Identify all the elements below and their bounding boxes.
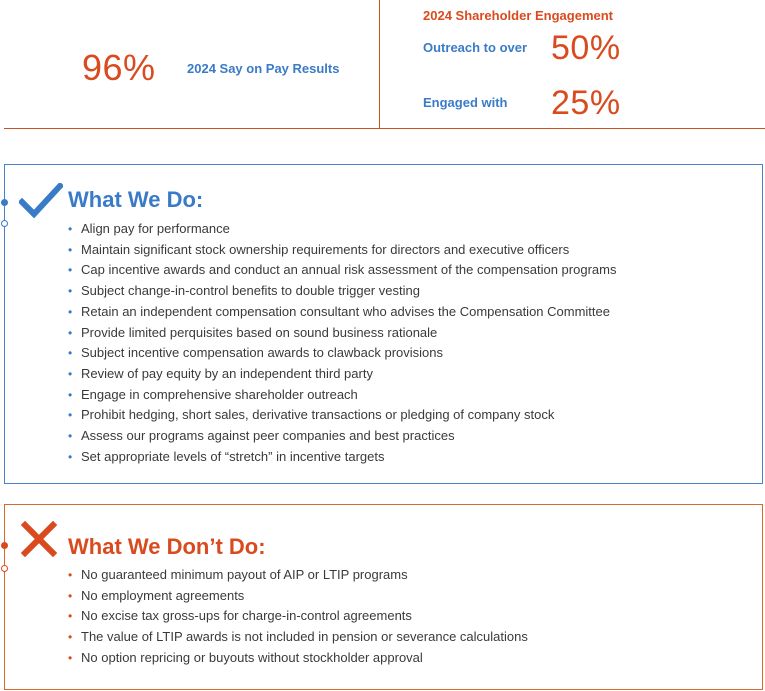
bullet: • <box>68 449 73 464</box>
marker-ring <box>1 565 8 572</box>
bullet: • <box>68 408 73 423</box>
bullet: • <box>68 609 73 624</box>
what-we-do-box <box>4 164 763 484</box>
what-we-do-list <box>67 219 616 467</box>
bullet: • <box>68 429 73 444</box>
list-item: • Provide limited perquisites based on sound business rationale <box>67 323 616 344</box>
list-item: • Set appropriate levels of “stretch” in incentive targets <box>67 447 616 468</box>
x-mark-icon <box>19 521 59 562</box>
list-item: • Cap incentive awards and conduct an annual risk assessment of the compensation programs <box>67 260 616 281</box>
outreach-label: Outreach to over <box>423 40 528 55</box>
what-we-do-title: What We Do: <box>68 187 204 212</box>
list-item: • Retain an independent compensation consultant who advises the Compensation Committee <box>67 302 616 323</box>
engagement-title: 2024 Shareholder Engagement <box>423 8 614 23</box>
bullet: • <box>68 387 73 402</box>
say-on-pay-percent: 96% <box>82 47 156 88</box>
list-item: • No employment agreements <box>67 586 528 607</box>
bullet: • <box>68 366 73 381</box>
bullet: • <box>68 263 73 278</box>
what-we-dont-do-title: What We Don’t Do: <box>68 534 266 559</box>
stats-divider <box>379 0 380 128</box>
engaged-label: Engaged with <box>423 95 508 110</box>
marker-dot <box>1 542 8 549</box>
list-item: • Align pay for performance <box>67 219 616 240</box>
list-item: • Assess our programs against peer companies and best practices <box>67 426 616 447</box>
bullet: • <box>68 304 73 319</box>
bullet: • <box>68 630 73 645</box>
list-item: • Maintain significant stock ownership requirements for directors and executive officers <box>67 240 616 261</box>
list-item: • The value of LTIP awards is not included in pension or severance calculations <box>67 627 528 648</box>
bullet: • <box>68 346 73 361</box>
engaged-value: 25% <box>551 84 621 122</box>
bullet: • <box>68 325 73 340</box>
list-item: • Engage in comprehensive shareholder outreach <box>67 385 616 406</box>
list-item: • No option repricing or buyouts without stockholder approval <box>67 648 528 669</box>
list-item: • No guaranteed minimum payout of AIP or LTIP programs <box>67 565 528 586</box>
what-we-dont-do-list <box>67 565 528 669</box>
what-we-dont-do-box <box>4 504 763 690</box>
bullet: • <box>68 284 73 299</box>
bullet: • <box>68 568 73 582</box>
bullet: • <box>68 242 73 257</box>
list-item: • Review of pay equity by an independent third party <box>67 364 616 385</box>
say-on-pay-label: 2024 Say on Pay Results <box>187 61 340 76</box>
list-item: • Prohibit hedging, short sales, derivative transactions or pledging of company stock <box>67 405 616 426</box>
list-item: • No excise tax gross-ups for charge-in-control agreements <box>67 606 528 627</box>
outreach-value: 50% <box>551 29 621 67</box>
bullet: • <box>68 222 73 236</box>
bullet: • <box>68 588 73 603</box>
list-item: • Subject incentive compensation awards to clawback provisions <box>67 343 616 364</box>
marker-dot <box>1 199 8 206</box>
stats-band <box>4 0 765 129</box>
marker-ring <box>1 220 8 227</box>
checkmark-icon <box>19 183 63 224</box>
list-item: • Subject change-in-control benefits to double trigger vesting <box>67 281 616 302</box>
bullet: • <box>68 650 73 665</box>
